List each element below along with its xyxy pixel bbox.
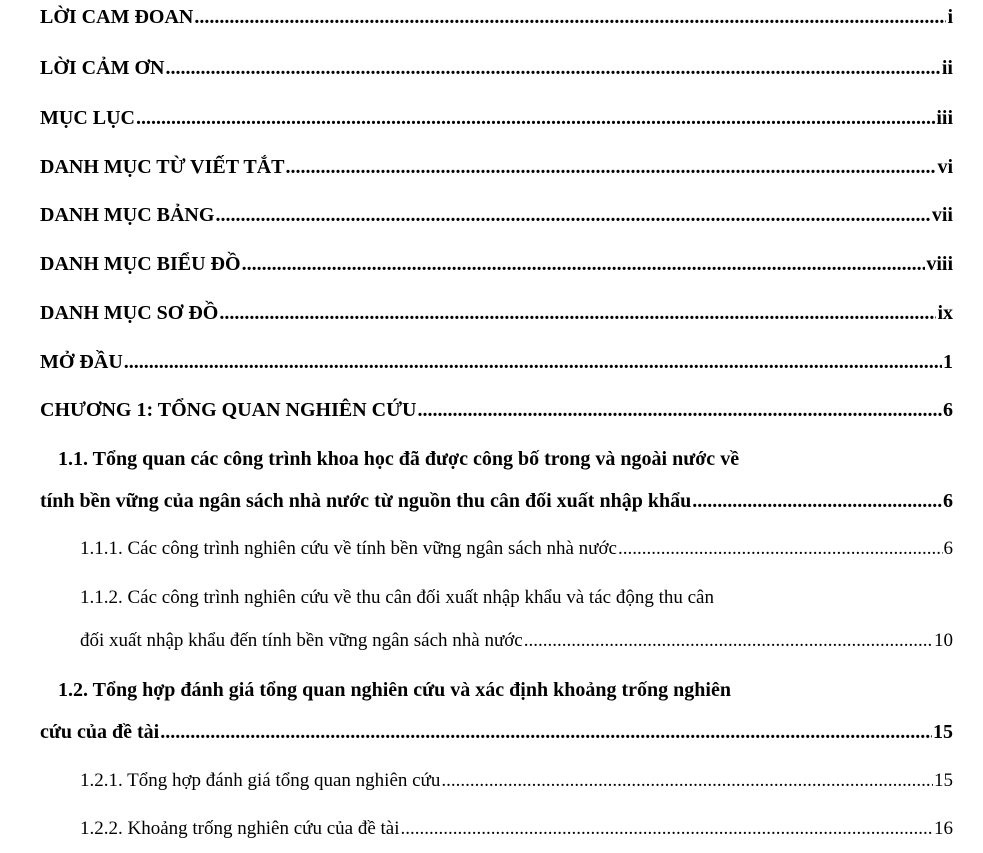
toc-entry-title: DANH MỤC BIỂU ĐỒ — [40, 253, 241, 275]
toc-entry-1-2-1 — [80, 764, 953, 798]
toc-entry-danh-muc-tu-viet-tat — [40, 150, 953, 184]
toc-entry-title: 1.2.1. Tổng hợp đánh giá tổng quan nghiên cứu — [80, 770, 441, 791]
toc-entry-danh-muc-bang — [40, 198, 953, 232]
toc-entry-page: 1 — [943, 351, 953, 373]
dot-leader — [286, 150, 937, 184]
toc-entry-page: vii — [931, 204, 953, 226]
toc-entry-page: ii — [941, 57, 953, 79]
toc-entry-1-1-2-line1: 1.1.2. Các công trình nghiên cứu về thu cân đối xuất nhập khẩu và tác động thu cân — [80, 587, 714, 608]
toc-entry-1-2 — [40, 715, 953, 749]
dot-leader — [618, 532, 943, 566]
toc-entry-title: 1.2.2. Khoảng trống nghiên cứu của đề tài — [80, 818, 400, 839]
toc-entry-mo-dau — [40, 345, 953, 379]
dot-leader — [215, 198, 930, 232]
dot-leader — [417, 393, 942, 427]
dot-leader — [165, 51, 940, 85]
toc-entry-danh-muc-so-do — [40, 296, 953, 330]
toc-entry-loi-cam-on — [40, 51, 953, 85]
toc-entry-chuong-1 — [40, 393, 953, 427]
toc-entry-1-1-2 — [80, 624, 953, 658]
toc-entry-page: 6 — [943, 399, 953, 421]
toc-entry-1-2-line1: 1.2. Tổng hợp đánh giá tổng quan nghiên cứu và xác định khoảng trống nghiên — [58, 679, 731, 701]
toc-entry-page: 16 — [934, 818, 953, 839]
toc-entry-1-1-line1: 1.1. Tổng quan các công trình khoa học đã được công bố trong và ngoài nước về — [58, 448, 740, 470]
toc-entry-danh-muc-bieu-do — [40, 247, 953, 281]
toc-entry-page: viii — [926, 253, 953, 275]
toc-entry-page: vi — [937, 156, 953, 178]
toc-entry-page: 10 — [934, 630, 953, 651]
dot-leader — [219, 296, 936, 330]
toc-entry-1-2-2 — [80, 812, 953, 846]
toc-entry-page: iii — [936, 107, 953, 129]
dot-leader — [524, 624, 933, 658]
toc-entry-1-1 — [40, 484, 953, 518]
toc-entry-page: 15 — [933, 721, 953, 743]
toc-entry-1-1-1 — [80, 532, 953, 566]
toc-entry-title: 1.1.1. Các công trình nghiên cứu về tính bền vững ngân sách nhà nước — [80, 538, 617, 559]
toc-entry-page: 6 — [943, 490, 953, 512]
toc-entry-page: i — [947, 6, 953, 28]
toc-entry-loi-cam-doan — [40, 0, 953, 34]
dot-leader — [124, 345, 942, 379]
toc-entry-title: LỜI CAM ĐOAN — [40, 6, 194, 28]
toc-entry-page: 15 — [934, 770, 953, 791]
toc-entry-page: ix — [937, 302, 953, 324]
dot-leader — [136, 101, 935, 135]
dot-leader — [242, 247, 926, 281]
toc-entry-muc-luc — [40, 101, 953, 135]
toc-entry-page: 6 — [943, 538, 953, 559]
toc-entry-title: LỜI CẢM ƠN — [40, 57, 165, 79]
toc-entry-title: DANH MỤC BẢNG — [40, 204, 215, 226]
toc-entry-title: CHƯƠNG 1: TỔNG QUAN NGHIÊN CỨU — [40, 399, 417, 421]
toc-entry-title: DANH MỤC TỪ VIẾT TẮT — [40, 156, 285, 178]
toc-entry-title: tính bền vững của ngân sách nhà nước từ nguồn thu cân đối xuất nhập khẩu — [40, 490, 692, 512]
dot-leader — [194, 0, 946, 34]
toc-entry-title: DANH MỤC SƠ ĐỒ — [40, 302, 219, 324]
toc-entry-title: MỞ ĐẦU — [40, 351, 123, 373]
dot-leader — [401, 812, 934, 846]
toc-entry-title: đối xuất nhập khẩu đến tính bền vững ngân sách nhà nước — [80, 630, 523, 651]
toc-entry-title: cứu của đề tài — [40, 721, 160, 743]
toc-entry-title: MỤC LỤC — [40, 107, 135, 129]
dot-leader — [160, 715, 932, 749]
dot-leader — [441, 764, 933, 798]
dot-leader — [692, 484, 942, 518]
